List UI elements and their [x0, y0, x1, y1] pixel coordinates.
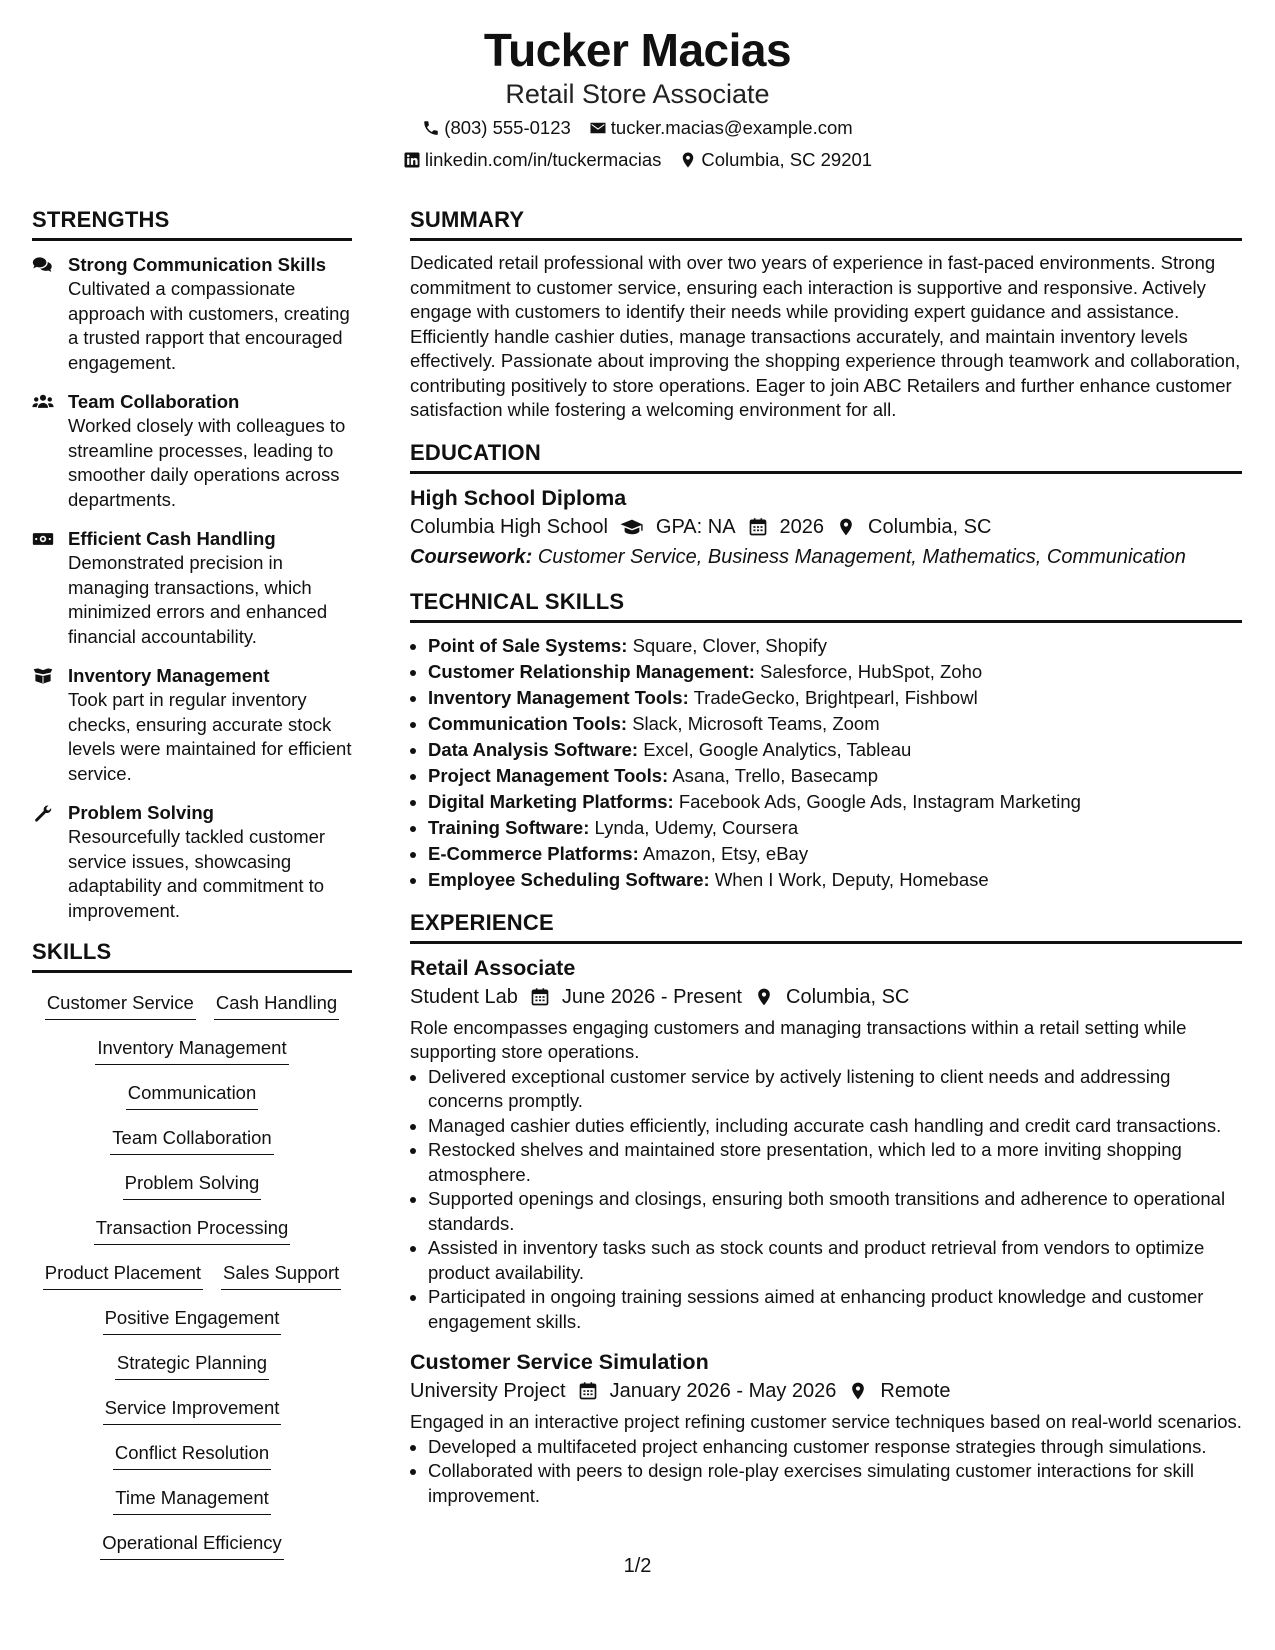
strengths-list: [32, 251, 352, 923]
linkedin-icon: [403, 151, 421, 169]
job-entry: [410, 954, 1242, 1335]
job-title: Retail Associate: [410, 955, 576, 980]
technical-skill-item: [428, 815, 1242, 841]
technical-skills-section: [410, 588, 1242, 893]
job-bullet: • Supported openings and closings, ensuring both smooth transitions and adherence to operational standards.: [428, 1187, 1242, 1236]
strength-desc: Worked closely with colleagues to streamline processes, leading to smoother daily operations across departments.: [68, 415, 346, 510]
skills-list: [32, 983, 352, 1574]
contact-row-1: [0, 116, 1275, 140]
education-meta: [410, 512, 1242, 542]
skill-tag: Product Placement: [43, 1259, 203, 1290]
linkedin-text: linkedin.com/in/tuckermacias: [424, 149, 662, 170]
right-column: [410, 206, 1242, 1524]
school-name: Columbia High School: [410, 515, 608, 538]
strength-desc: Resourcefully tackled customer service issues, showcasing adaptability and commitment to improvement.: [68, 826, 326, 921]
phone-contact: [422, 116, 571, 140]
skill-tag: Conflict Resolution: [113, 1439, 271, 1470]
phone-text: (803) 555-0123: [444, 117, 571, 138]
job-bullets: [410, 1065, 1242, 1335]
skill-row: [32, 1349, 352, 1394]
strength-item: [32, 527, 352, 649]
job-location: Remote: [880, 1380, 951, 1402]
skill-tag: Problem Solving: [123, 1169, 262, 1200]
technical-skill-value: When I Work, Deputy, Homebase: [714, 868, 989, 890]
map-marker-icon: [836, 517, 856, 537]
technical-skill-label: Communication Tools:: [428, 712, 628, 734]
job-bullet: • Delivered exceptional customer service by actively listening to client needs and addressing concerns promptly.: [428, 1065, 1242, 1114]
job-location: Columbia, SC: [786, 985, 910, 1008]
skill-row: [32, 1169, 352, 1214]
strength-title: Team Collaboration: [68, 391, 240, 412]
job-bullet: • Developed a multifaceted project enhancing customer response strategies through simulations.: [428, 1435, 1242, 1460]
page-number: 1/2: [623, 1555, 652, 1577]
technical-skill-label: Project Management Tools:: [428, 764, 669, 786]
technical-skill-value: Slack, Microsoft Teams, Zoom: [632, 712, 880, 734]
strength-item: [32, 253, 352, 375]
skill-tag: Customer Service: [45, 989, 196, 1020]
technical-skill-value: Asana, Trello, Basecamp: [672, 764, 878, 786]
skill-tag: Time Management: [113, 1484, 271, 1515]
job-description: Role encompasses engaging customers and managing transactions within a retail setting while supporting store operations.: [410, 1016, 1187, 1062]
degree-title: High School Diploma: [410, 485, 627, 510]
summary-heading: SUMMARY: [410, 206, 1242, 241]
job-entry: [410, 1348, 1242, 1508]
boxes-icon: [32, 664, 54, 786]
strength-desc: Demonstrated precision in managing transactions, which minimized errors and enhanced financial accountability.: [68, 552, 328, 647]
coursework-line: [410, 542, 1242, 572]
skill-tag: Transaction Processing: [94, 1214, 291, 1245]
technical-skill-label: E-Commerce Platforms:: [428, 842, 639, 864]
skill-row: [32, 989, 352, 1034]
summary-section: [410, 206, 1242, 423]
strength-item: [32, 801, 352, 923]
skill-row: [32, 1394, 352, 1439]
job-meta: [410, 1376, 1242, 1406]
strength-title: Problem Solving: [68, 802, 214, 823]
users-icon: [32, 390, 54, 512]
technical-skills-heading: TECHNICAL SKILLS: [410, 588, 1242, 623]
job-org: University Project: [410, 1380, 566, 1402]
skill-row: [32, 1214, 352, 1259]
technical-skill-label: Employee Scheduling Software:: [428, 868, 710, 890]
technical-skill-value: Amazon, Etsy, eBay: [642, 842, 809, 864]
gpa-text: GPA: NA: [655, 515, 736, 538]
strength-title: Inventory Management: [68, 665, 270, 686]
skill-row: [32, 1484, 352, 1529]
strength-desc: Took part in regular inventory checks, ensuring accurate stock levels were maintained for efficient service.: [68, 689, 352, 784]
technical-skill-item: [428, 711, 1242, 737]
candidate-name: Tucker Macias: [483, 24, 792, 76]
technical-skill-item: [428, 789, 1242, 815]
job-dates: January 2026 - May 2026: [609, 1380, 837, 1402]
job-dates: June 2026 - Present: [561, 985, 742, 1008]
left-column: [32, 206, 352, 1574]
job-description: Engaged in an interactive project refining customer service techniques based on real-world scenarios.: [410, 1411, 1242, 1432]
technical-skill-item: [428, 841, 1242, 867]
money-bill-icon: [32, 527, 54, 649]
technical-skill-item: [428, 867, 1242, 893]
skill-row: [32, 1304, 352, 1349]
skill-tag: Strategic Planning: [115, 1349, 269, 1380]
graduation-year: 2026: [779, 515, 825, 538]
map-marker-icon: [754, 987, 774, 1007]
skill-row: [32, 1079, 352, 1124]
skill-tag: Service Improvement: [103, 1394, 282, 1425]
email-contact[interactable]: [589, 116, 853, 140]
coursework-list: Customer Service, Business Management, Mathematics, Communication: [537, 545, 1186, 568]
job-bullet: • Assisted in inventory tasks such as stock counts and product retrieval from vendors to optimize product availability.: [428, 1236, 1242, 1285]
technical-skill-label: Point of Sale Systems:: [428, 634, 628, 656]
skill-row: [32, 1439, 352, 1484]
coursework-label: Coursework:: [410, 545, 533, 568]
graduation-cap-icon: [620, 517, 644, 537]
job-bullet: • Restocked shelves and maintained store presentation, which led to a more inviting shopping atmosphere.: [428, 1138, 1242, 1187]
calendar-icon: [578, 1381, 598, 1401]
calendar-icon: [530, 987, 550, 1007]
job-bullets: [410, 1435, 1242, 1509]
technical-skill-item: [428, 633, 1242, 659]
experience-heading: EXPERIENCE: [410, 909, 1242, 944]
technical-skill-item: [428, 737, 1242, 763]
strengths-heading: STRENGTHS: [32, 206, 352, 241]
skill-row: [32, 1259, 352, 1304]
job-bullet: • Managed cashier duties efficiently, including accurate cash handling and credit card transactions.: [428, 1114, 1242, 1139]
location-contact: [679, 148, 872, 172]
technical-skill-label: Digital Marketing Platforms:: [428, 790, 674, 812]
contact-row-2: [0, 148, 1275, 172]
skill-tag: Positive Engagement: [103, 1304, 282, 1335]
technical-skill-value: Square, Clover, Shopify: [632, 634, 827, 656]
email-text: tucker.macias@example.com: [610, 117, 853, 138]
education-section: [410, 439, 1242, 572]
technical-skill-value: Salesforce, HubSpot, Zoho: [760, 660, 983, 682]
strength-desc: Cultivated a compassionate approach with customers, creating a trusted rapport that encouraged engagement.: [68, 278, 350, 373]
comments-icon: [32, 253, 54, 375]
calendar-icon: [748, 517, 768, 537]
strength-item: [32, 390, 352, 512]
resume-header: [0, 22, 1275, 172]
technical-skills-list: [410, 633, 1242, 893]
technical-skill-value: Facebook Ads, Google Ads, Instagram Marketing: [678, 790, 1081, 812]
map-marker-icon: [848, 1381, 868, 1401]
strength-item: [32, 664, 352, 786]
phone-icon: [422, 119, 440, 137]
skills-heading: SKILLS: [32, 938, 352, 973]
skill-tag: Team Collaboration: [110, 1124, 273, 1155]
job-bullet: • Collaborated with peers to design role-play exercises simulating customer interactions for skill improvement.: [428, 1459, 1242, 1508]
job-title: Customer Service Simulation: [410, 1350, 709, 1374]
map-marker-icon: [679, 151, 697, 169]
strength-title: Strong Communication Skills: [68, 254, 326, 275]
skill-row: [32, 1124, 352, 1169]
jobs-list: [410, 954, 1242, 1509]
linkedin-contact[interactable]: [403, 148, 661, 172]
skill-tag: Communication: [126, 1079, 259, 1110]
experience-section: [410, 909, 1242, 1509]
technical-skill-item: [428, 659, 1242, 685]
wrench-icon: [32, 801, 54, 923]
skill-tag: Cash Handling: [214, 989, 339, 1020]
technical-skill-label: Data Analysis Software:: [428, 738, 639, 760]
job-meta: [410, 982, 1242, 1012]
skill-tag: Operational Efficiency: [100, 1529, 284, 1560]
strength-title: Efficient Cash Handling: [68, 528, 276, 549]
technical-skill-value: Lynda, Udemy, Coursera: [594, 816, 799, 838]
job-bullet: • Participated in ongoing training sessions aimed at enhancing product knowledge and customer engagement skills.: [428, 1285, 1242, 1334]
envelope-icon: [589, 119, 607, 137]
technical-skill-value: Excel, Google Analytics, Tableau: [643, 738, 912, 760]
candidate-title: Retail Store Associate: [505, 79, 770, 109]
technical-skill-label: Customer Relationship Management:: [428, 660, 755, 682]
technical-skill-label: Training Software:: [428, 816, 590, 838]
job-org: Student Lab: [410, 985, 518, 1008]
summary-text: Dedicated retail professional with over two years of experience in fast-paced environments. Strong commitment to customer service, ensuring each interaction is supportive and responsive. Actively engage with customers to identify their needs while providing expert guidance and assistance. Efficiently handle cashier duties, manage transactions accurately, and maintain inventory levels effectively. Passionate about improving the shopping experience through teamwork and collaboration, contributing positively to store operations. Eager to join ABC Retailers and further enhance customer satisfaction while fostering a welcoming environment for all.: [410, 252, 1241, 420]
skill-row: [32, 1034, 352, 1079]
technical-skill-item: [428, 763, 1242, 789]
skill-tag: Inventory Management: [95, 1034, 288, 1065]
education-location: Columbia, SC: [868, 515, 992, 538]
technical-skill-value: TradeGecko, Brightpearl, Fishbowl: [693, 686, 978, 708]
technical-skill-item: [428, 685, 1242, 711]
education-heading: EDUCATION: [410, 439, 1242, 474]
technical-skill-label: Inventory Management Tools:: [428, 686, 689, 708]
skill-tag: Sales Support: [221, 1259, 341, 1290]
location-text: Columbia, SC 29201: [701, 149, 873, 170]
